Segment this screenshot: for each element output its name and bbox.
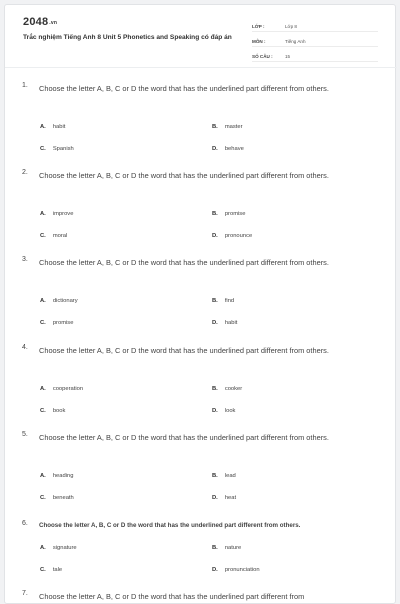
- question-7: [5, 590, 397, 604]
- meta-row-count: [252, 47, 378, 62]
- option-text: look: [224, 408, 236, 414]
- option-text: Spanish: [52, 146, 74, 152]
- option-text: habit: [52, 124, 66, 130]
- meta-row-grade: [252, 17, 378, 32]
- option-d[interactable]: [212, 408, 235, 414]
- option-letter: B.: [212, 211, 218, 217]
- question-text: Choose the letter A, B, C or D the word that has the underlined part different from others.: [39, 522, 301, 529]
- option-a[interactable]: [40, 298, 78, 304]
- option-letter: D.: [212, 408, 218, 414]
- header-divider: [5, 67, 397, 68]
- option-letter: A.: [40, 473, 46, 479]
- meta-value: Lớp 8: [285, 24, 297, 29]
- question-text: Choose the letter A, B, C or D the word that has the underlined part different from others.: [39, 433, 329, 442]
- option-letter: A.: [40, 545, 46, 551]
- option-letter: C.: [40, 495, 46, 501]
- option-d[interactable]: [212, 146, 244, 152]
- question-text: Choose the letter A, B, C or D the word that has the underlined part different from others.: [39, 258, 329, 267]
- option-text: cooperation: [52, 386, 84, 392]
- question-number: 5.: [22, 431, 28, 438]
- option-d[interactable]: [212, 567, 260, 573]
- option-b[interactable]: [212, 298, 234, 304]
- option-letter: B.: [212, 298, 218, 304]
- option-a[interactable]: [40, 211, 73, 217]
- option-text: behave: [224, 146, 244, 152]
- question-number: 2.: [22, 169, 28, 176]
- option-text: beneath: [52, 495, 74, 501]
- question-number: 3.: [22, 256, 28, 263]
- option-text: book: [52, 408, 66, 414]
- logo-text: 2048: [23, 16, 49, 28]
- option-c[interactable]: [40, 320, 73, 326]
- option-letter: A.: [40, 124, 46, 130]
- option-text: find: [224, 298, 235, 304]
- page-title: Trắc nghiệm Tiếng Anh 8 Unit 5 Phonetics and Speaking có đáp án: [23, 34, 232, 41]
- option-c[interactable]: [40, 408, 65, 414]
- option-letter: A.: [40, 298, 46, 304]
- option-c[interactable]: [40, 495, 74, 501]
- option-b[interactable]: [212, 211, 245, 217]
- option-text: cooker: [224, 386, 243, 392]
- question-2: [5, 169, 397, 249]
- option-text: promise: [224, 211, 246, 217]
- option-b[interactable]: [212, 124, 243, 130]
- meta-label: SỐ CÂU :: [252, 54, 273, 59]
- meta-info: [252, 17, 378, 62]
- option-text: habit: [224, 320, 238, 326]
- option-letter: A.: [40, 386, 46, 392]
- worksheet: [4, 4, 396, 604]
- question-text: Choose the letter A, B, C or D the word that has the underlined part different from: [39, 592, 305, 601]
- meta-row-subject: [252, 32, 378, 47]
- option-text: pronunciation: [224, 567, 260, 573]
- option-letter: A.: [40, 211, 46, 217]
- option-text: improve: [52, 211, 74, 217]
- question-text: Choose the letter A, B, C or D the word that has the underlined part different from others.: [39, 84, 329, 93]
- meta-label: MÔN :: [252, 39, 266, 44]
- option-letter: D.: [212, 567, 218, 573]
- option-text: dictionary: [52, 298, 78, 304]
- option-text: moral: [52, 233, 68, 239]
- option-b[interactable]: [212, 545, 241, 551]
- question-1: [5, 82, 397, 162]
- option-d[interactable]: [212, 233, 252, 239]
- option-letter: C.: [40, 146, 46, 152]
- logo-suffix: .vn: [49, 20, 58, 26]
- question-number: 4.: [22, 344, 28, 351]
- option-letter: C.: [40, 233, 46, 239]
- option-letter: B.: [212, 473, 218, 479]
- option-text: heat: [224, 495, 237, 501]
- question-5: [5, 431, 397, 511]
- worksheet-header: [5, 5, 397, 67]
- question-6: [5, 520, 397, 584]
- option-text: nature: [224, 545, 242, 551]
- option-a[interactable]: [40, 386, 83, 392]
- option-text: promise: [52, 320, 74, 326]
- site-logo[interactable]: [23, 16, 57, 28]
- meta-value: 15: [285, 54, 291, 59]
- option-text: heading: [52, 473, 74, 479]
- question-3: [5, 256, 397, 336]
- option-a[interactable]: [40, 545, 77, 551]
- option-text: signature: [52, 545, 77, 551]
- option-c[interactable]: [40, 233, 67, 239]
- option-letter: D.: [212, 146, 218, 152]
- option-letter: D.: [212, 320, 218, 326]
- question-number: 1.: [22, 82, 28, 89]
- option-text: master: [224, 124, 243, 130]
- option-b[interactable]: [212, 473, 236, 479]
- option-a[interactable]: [40, 473, 73, 479]
- option-letter: D.: [212, 495, 218, 501]
- question-text: Choose the letter A, B, C or D the word that has the underlined part different from others.: [39, 171, 329, 180]
- option-text: tale: [52, 567, 63, 573]
- option-letter: B.: [212, 386, 218, 392]
- question-4: [5, 344, 397, 424]
- meta-value: Tiếng Anh: [285, 39, 306, 44]
- option-letter: D.: [212, 233, 218, 239]
- question-number: 7.: [22, 590, 28, 597]
- option-text: lead: [224, 473, 236, 479]
- option-letter: B.: [212, 545, 218, 551]
- option-a[interactable]: [40, 124, 65, 130]
- question-number: 6.: [22, 520, 28, 527]
- option-text: pronounce: [224, 233, 253, 239]
- option-d[interactable]: [212, 495, 236, 501]
- option-b[interactable]: [212, 386, 242, 392]
- option-c[interactable]: [40, 567, 62, 573]
- option-d[interactable]: [212, 320, 237, 326]
- option-letter: C.: [40, 320, 46, 326]
- option-c[interactable]: [40, 146, 74, 152]
- question-text: Choose the letter A, B, C or D the word that has the underlined part different from others.: [39, 346, 329, 355]
- option-letter: C.: [40, 567, 46, 573]
- option-letter: B.: [212, 124, 218, 130]
- option-letter: C.: [40, 408, 46, 414]
- meta-label: LỚP :: [252, 24, 265, 29]
